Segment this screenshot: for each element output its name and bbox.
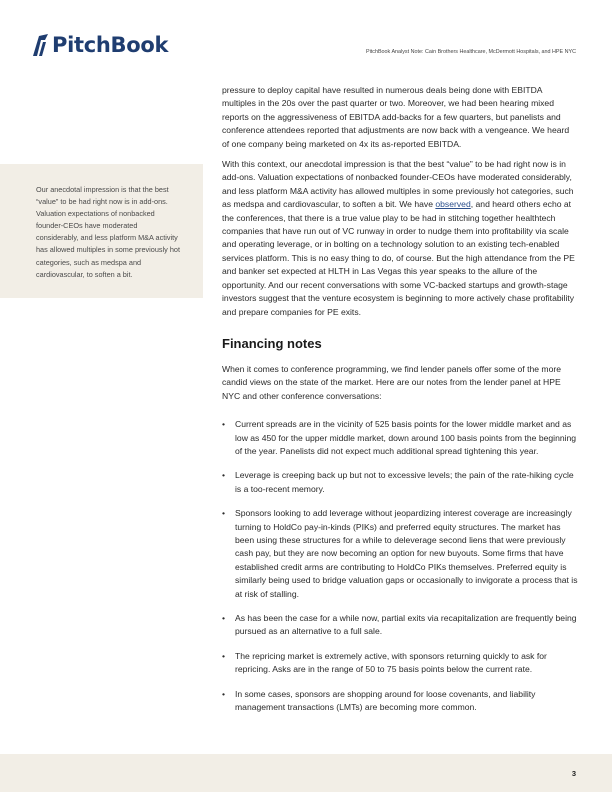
bullet-item: • As has been the case for a while now, partial exits via recapitalization are frequently being pursued as an alternative to a full sale. (222, 612, 578, 639)
bullet-item: • Current spreads are in the vicinity of 525 basis points for the lower middle market and as low as 450 for the upper middle market, down around 100 basis points from the beginning of the year. Panelists did not expect much additional spread tightening this year. (222, 418, 578, 458)
pitchbook-logo-icon (33, 34, 49, 56)
pitchbook-logo (33, 33, 168, 57)
bullet-item: • The repricing market is extremely active, with sponsors returning quickly to ask for repricing. Asks are in the range of 50 to 75 basis points below the current rate. (222, 650, 578, 677)
page-footer (0, 754, 612, 792)
intro-paragraph: pressure to deploy capital have resulted in numerous deals being done with EBITDA multiples in the 20s over the past quarter or two. Moreover, we had been hearing mixed reports on the aggressiveness of EBITDA add-backs for a few quarters, but panelists and conference attendees reported that adjustments are now back with a vengeance. We heard of one company being marketed on 4x its as-reported EBITDA. (222, 85, 570, 149)
bullet-item: • Sponsors looking to add leverage without jeopardizing interest coverage are increasingly turning to HoldCo pay-in-kinds (PIKs) and preferred equity structures. The market has been using these structures for a while to deleverage second liens that were previously cash pay, but they are now becoming an option for new buyouts. Some firms that have established credit arms are contributing to HoldCo PIKs themselves. Preferred equity is similarly being used to bridge valuation gaps or occasionally to invigorate a process that is at risk of stalling. (222, 507, 578, 601)
logo-wordmark: PitchBook (52, 33, 169, 57)
main-content (222, 84, 578, 725)
page-number: 3 (571, 769, 576, 778)
bullet-item: • Leverage is creeping back up but not to excessive levels; the pain of the rate-hiking cycle is a too-recent memory. (222, 469, 578, 496)
observed-link[interactable]: observed (435, 199, 471, 210)
context-text-before-link: With this context, our anecdotal impression is that the best “value” to be had right now is in add-ons. Valuation expectations of nonbacked founder-CEOs have moderated considerably, and less platform M&A activity has allowed multiples in some previously hot categories, such as medspa and cardiovascular, to soften a bit. We have (222, 159, 574, 210)
section-heading-financing-notes: Financing notes (222, 335, 322, 351)
financing-bullet-list (222, 418, 578, 714)
pull-quote-sidebar (0, 164, 203, 298)
financing-intro-paragraph: When it comes to conference programming, we find lender panels offer some of the more candid views on the state of the market. Here are our notes from the lender panel at HPE NYC and other conference conversations: (222, 363, 561, 401)
header-note: PitchBook Analyst Note: Cain Brothers Healthcare, McDermott Hospitals, and HPE NYC (365, 49, 576, 55)
context-text-after-link: , and heard others echo at the conferences, that there is a true value play to be had in stitching together healthtech companies that have run out of VC runway in order to nudge them into profitability via scale and operating leverage, or in bolting on a technology solution to an existing tech-enabled services platform. This is no easy thing to do, of course. But the high attendance from the PE and banker set expected at HLTH in Las Vegas this year speaks to the allure of the opportunity. And our recent conversations with some VC-backed startups and growth-stage investors suggest that the venture ecosystem is beginning to more actively chase profitability and prepare companies for PE exits. (222, 199, 575, 317)
context-paragraph (222, 158, 578, 319)
pull-quote-text: Our anecdotal impression is that the best “value” to be had right now is in add-ons. Valuation expectations of nonbacked founder-CEOs have moderated considerably, and less platform M&A activity has allowed multiples in some previously hot categories, such as medspa and cardiovascular, to soften a bit. (36, 185, 180, 279)
bullet-item: • In some cases, sponsors are shopping around for loose covenants, and liability management transactions (LMTs) are becoming more common. (222, 688, 578, 715)
